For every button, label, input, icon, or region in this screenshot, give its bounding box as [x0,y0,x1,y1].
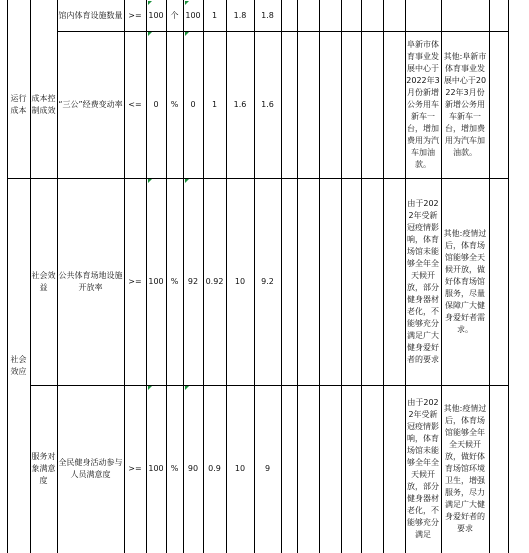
actual-cell: 90 [187,464,199,473]
deviation-reason-cell: 阜新市体育事业发展中心于2022年3月份新增公务用车新车一台，增加费用为汽车加油款。 [406,39,440,169]
unit-cell: % [170,276,179,286]
grid-line [383,0,384,553]
operator-cell: >= [128,276,142,286]
actual-cell: 100 [185,10,201,20]
improvement-note-cell: 其他:疫情过后，体育场馆能够全天候开放，做好体育场馆服务，尽量保障广大健身爱好者需求。 [443,228,487,334]
improvement-note-cell: 其他:疫情过后，体育场馆能够全年全天候开放，做好体育场馆环境卫生，增强服务，尽力满足广大健身爱好者的要求 [443,404,487,533]
indicator-cell: 公共体育场地设施开放率 [58,270,123,292]
indicator-cell: 全民健身活动参与人员满意度 [58,458,123,479]
weight-cell: 10 [234,464,246,473]
operator-cell: <= [128,99,142,109]
grid-line [281,0,282,553]
score-cell: 1.8 [261,10,274,20]
weight-cell: 1.8 [233,10,247,20]
grid-line [341,0,342,553]
target-cell: 100 [148,276,164,286]
ratio-cell: 1 [211,99,218,109]
grid-line [297,0,298,553]
section-cost-control: 成本控制成效 [31,93,56,115]
target-cell: 0 [153,99,159,109]
target-cell: 100 [148,464,164,473]
ratio-cell: 0.9 [208,464,221,473]
operator-cell: >= [128,464,142,473]
grid-line [489,0,490,553]
deviation-reason-cell: 由于2022年受新冠疫情影响，体育场馆未能够全年全天候开放，部分健身器材老化，不能够充分满足广大健身爱好者的要求 [407,198,439,364]
deviation-reason-cell: 由于2022年受新冠疫情影响，体育场馆未能够全年全天候开放，部分健身器材老化，不能够充分满足 [407,398,439,539]
score-cell: 9 [264,464,271,473]
weight-cell: 10 [234,276,246,286]
actual-cell: 92 [187,276,199,286]
target-cell: 100 [148,10,164,20]
score-cell: 9.2 [261,276,274,286]
operator-cell: >= [128,10,142,20]
indicator-cell: 馆内体育设施数量 [58,10,123,20]
section-social-benefit: 社会效益 [31,270,56,292]
improvement-note-cell: 其他:阜新市体育事业发展中心于2022年3月份新增公务用车新车一台，增加费用为汽车加油款。 [443,51,487,157]
unit-cell: % [170,464,179,473]
unit-cell: % [170,99,179,109]
ratio-cell: 1 [211,10,218,20]
actual-cell: 0 [190,99,196,109]
score-cell: 1.6 [261,99,274,109]
unit-cell: 个 [170,10,179,20]
grid-line [319,0,320,553]
ratio-cell: 0.92 [205,276,224,286]
weight-cell: 1.6 [233,99,247,109]
section-satisfaction: 服务对象满意度 [31,452,56,485]
section-operating-cost: 运行成本 [10,93,27,115]
indicator-cell: “三公”经费变动率 [58,99,123,109]
grid-line [361,0,362,553]
section-social-effect: 社会效应 [10,354,27,376]
grid-line [508,0,509,553]
